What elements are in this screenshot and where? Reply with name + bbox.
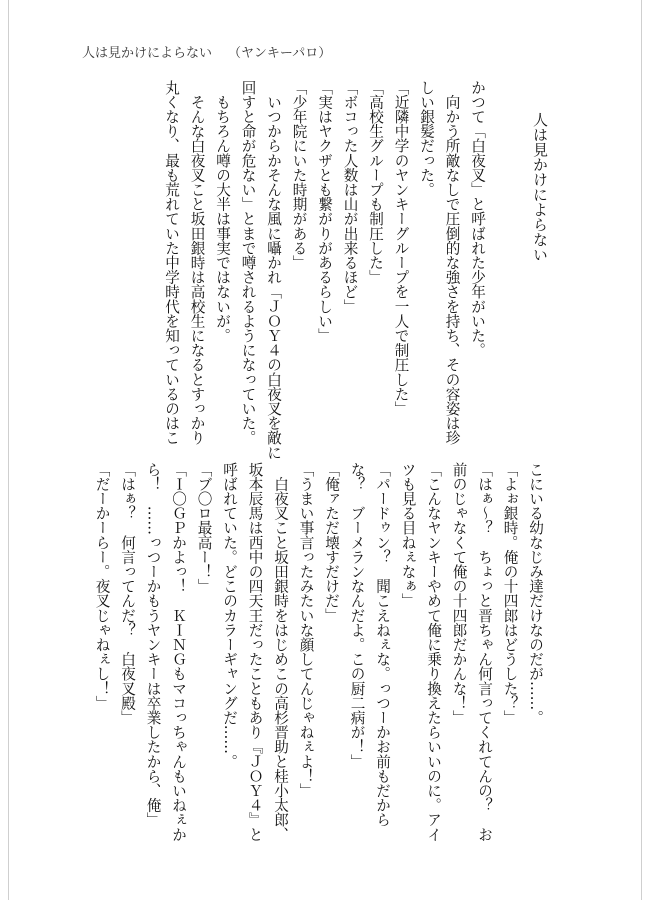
text-line: ら！ ……っつーかもうヤンキーは卒業したから、俺」 [144, 462, 162, 827]
text-line: 「実はヤクザとも繋がりがあるらしい」 [316, 80, 333, 343]
text-line: 「はぁ？ 何言ってんだ？ 白夜叉殿」 [119, 462, 136, 725]
text-line: もちろん噂の大半は事実ではないが。 [214, 80, 231, 343]
text-line: 「Ｉ〇ＧＰかよっ！ ＫＩＮＧもマコっちゃんもいねぇか [170, 462, 187, 842]
text-line: 「はぁ～？ ちょっと晋ちゃん何言ってくれてんの？ お [476, 462, 493, 842]
text-line: 「パードゥン？ 聞こえねぇな。っつーかお前もだから [374, 462, 391, 827]
text-line: 「よぉ銀時。俺の十四郎はどうした？」 [501, 462, 519, 725]
text-line: いつからかそんな風に囁かれ「ＪＯＹ４の白夜叉を敵に [265, 80, 282, 460]
text-line: 坂本辰馬は西中の四天王だったこともあり『ＪＯＹ４』と [246, 462, 264, 842]
text-line: かつて「白夜叉」と呼ばれた少年がいた。 [469, 80, 486, 358]
story-title-text: 人は見かけによらない [531, 112, 549, 262]
running-head-subtitle: （ヤンキーパロ） [228, 46, 332, 61]
text-line: 白夜叉こと坂田銀時をはじめこの高杉晋助と桂小太郎、 [272, 462, 289, 842]
text-block-lower [89, 462, 548, 842]
text-line: 向かう所敵なしで圧倒的な強さを持ち、その容姿は珍 [443, 80, 461, 445]
page-edge-right [641, 0, 642, 900]
text-line: ツも見る目ねぇなぁ」 [399, 462, 417, 608]
running-head-title: 人は見かけによらない [82, 46, 213, 61]
text-block-upper [159, 80, 491, 460]
text-line: こにいる幼なじみ達だけなのだが……。 [527, 462, 544, 725]
text-line: 回すと命が危ない」とまで噂されるようになっていた。 [239, 80, 257, 445]
text-line: 「こんなヤンキーやめて俺に乗り換えたらいいのに。アイ [425, 462, 442, 842]
text-line: 「高校生グループも制圧した」 [367, 80, 384, 285]
text-line: 「近隣中学のヤンキーグループを一人で制圧した」 [392, 80, 410, 416]
text-line: 「うまい事言ったみたいな顔してんじゃねぇよ！」 [297, 462, 315, 798]
text-line: 「俺ァただ壊すだけだ」 [323, 462, 340, 623]
text-line: 「少年院にいた時期がある」 [290, 80, 308, 270]
text-line: 「ブ〇ロ最高ー！」 [195, 462, 213, 594]
text-line: そんな白夜叉こと坂田銀時は高校生になるとすっかり [188, 80, 206, 445]
story-title [527, 112, 553, 262]
text-line: しい銀髪だった。 [418, 80, 435, 197]
text-line: 「ボコった人数は山が出来るほど」 [341, 80, 359, 314]
running-head [82, 42, 331, 61]
text-line: な？ ブーメランなんだよ。この厨二病が！」 [348, 462, 366, 769]
text-line: 丸くなり、最も荒れていた中学時代を知っているのはこ [163, 80, 180, 445]
text-line: 「だーかーらー。夜叉じゃねぇし！」 [93, 462, 111, 711]
page-edge-left [8, 0, 9, 900]
text-line: 前のじゃなくて俺の十四郎だかんな！」 [450, 462, 468, 725]
text-line: 呼ばれていた。どこのカラーギャングだ……。 [221, 462, 238, 769]
